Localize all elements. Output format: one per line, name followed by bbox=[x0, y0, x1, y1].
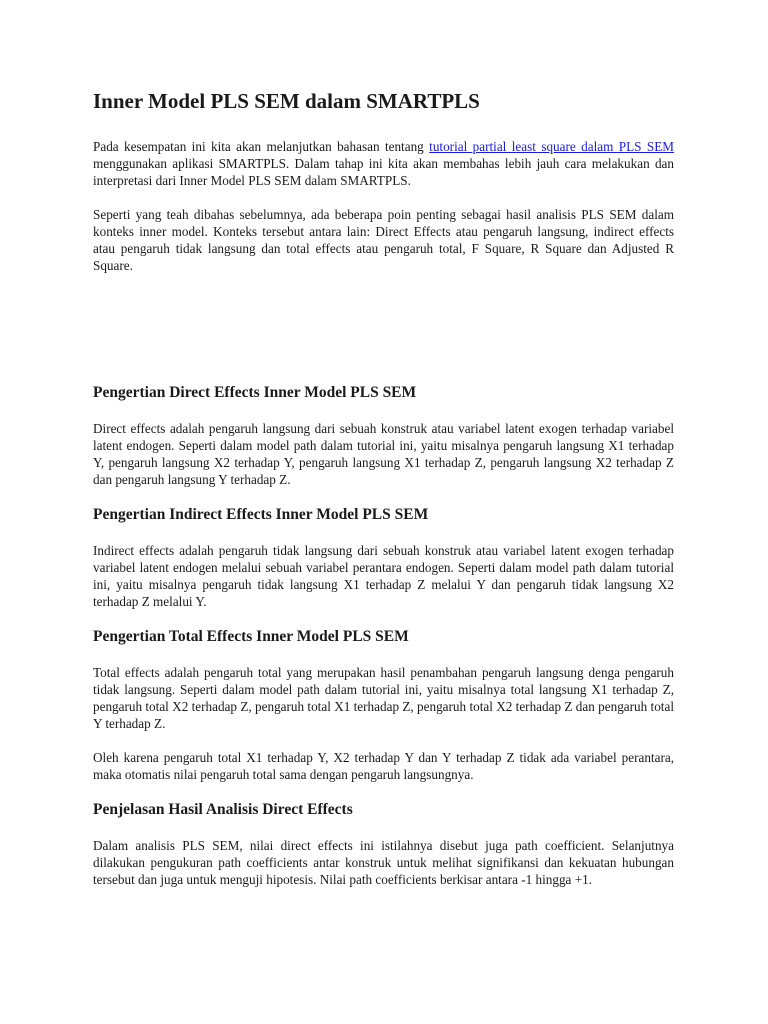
page-title: Inner Model PLS SEM dalam SMARTPLS bbox=[93, 89, 480, 113]
section-paragraph: Indirect effects adalah pengaruh tidak langsung dari sebuah konstruk atau variabel latent exogen terhadap variabel latent endogen melalui sebuah variabel perantara endogen. Seperti dalam model path dalam tutorial ini, yaitu misalnya pengaruh tidak langsung X1 terhadap Z melalui Y dan pengaruh tidak langsung X2 terhadap Z melalui Y. bbox=[93, 543, 674, 609]
section-paragraph: Dalam analisis PLS SEM, nilai direct effects ini istilahnya disebut juga path coefficient. Selanjutnya dilakukan pengukuran path coefficients antar konstruk untuk melihat signifikansi dan kekuatan hubungan tersebut dan juga untuk menguji hipotesis. Nilai path coefficients berkisar antara -1 hingga +1. bbox=[93, 838, 674, 887]
intro-text-before: Pada kesempatan ini kita akan melanjutkan bahasan tentang bbox=[93, 139, 430, 154]
section-paragraph: Direct effects adalah pengaruh langsung dari sebuah konstruk atau variabel latent exogen terhadap variabel latent endogen. Seperti dalam model path dalam tutorial ini, yaitu misalnya pengaruh langsung X1 terhadap Y, pengaruh langsung X2 terhadap Y, pengaruh langsung X1 terhadap Z, pengaruh langsung X2 terhadap Z dan pengaruh langsung Y terhadap Z. bbox=[93, 421, 674, 487]
section-heading-direct-effects-results: Penjelasan Hasil Analisis Direct Effects bbox=[93, 801, 353, 818]
section-paragraph: Oleh karena pengaruh total X1 terhadap Y, X2 terhadap Y dan Y terhadap Z tidak ada variabel perantara, maka otomatis nilai pengaruh total sama dengan pengaruh langsungnya. bbox=[93, 750, 674, 782]
document-page bbox=[93, 88, 674, 905]
tutorial-link[interactable]: tutorial partial least square dalam PLS SEM bbox=[429, 139, 674, 154]
section-heading-direct-effects: Pengertian Direct Effects Inner Model PLS SEM bbox=[93, 384, 417, 401]
context-paragraph: Seperti yang teah dibahas sebelumnya, ada beberapa poin penting sebagai hasil analisis PLS SEM dalam konteks inner model. Konteks tersebut antara lain: Direct Effects atau pengaruh langsung, indirect effects atau pengaruh tidak langsung dan total effects atau pengaruh total, F Square, R Square dan Adjusted R Square. bbox=[93, 207, 674, 273]
section-heading-indirect-effects: Pengertian Indirect Effects Inner Model PLS SEM bbox=[93, 506, 429, 523]
section-heading-total-effects: Pengertian Total Effects Inner Model PLS SEM bbox=[93, 628, 409, 645]
blank-space bbox=[93, 291, 674, 383]
intro-text-after: menggunakan aplikasi SMARTPLS. Dalam tahap ini kita akan membahas lebih jauh cara melakukan dan interpretasi dari Inner Model PLS SEM dalam SMARTPLS. bbox=[93, 156, 674, 188]
intro-paragraph bbox=[93, 138, 674, 189]
section-paragraph: Total effects adalah pengaruh total yang merupakan hasil penambahan pengaruh langsung denga pengaruh tidak langsung. Seperti dalam model path dalam tutorial ini, yaitu misalnya total langsung X1 terhadap Z, pengaruh total X2 terhadap Z, pengaruh total X1 terhadap Z, pengaruh total X2 terhadap Z dan pengaruh total Y terhadap Z. bbox=[93, 665, 674, 731]
